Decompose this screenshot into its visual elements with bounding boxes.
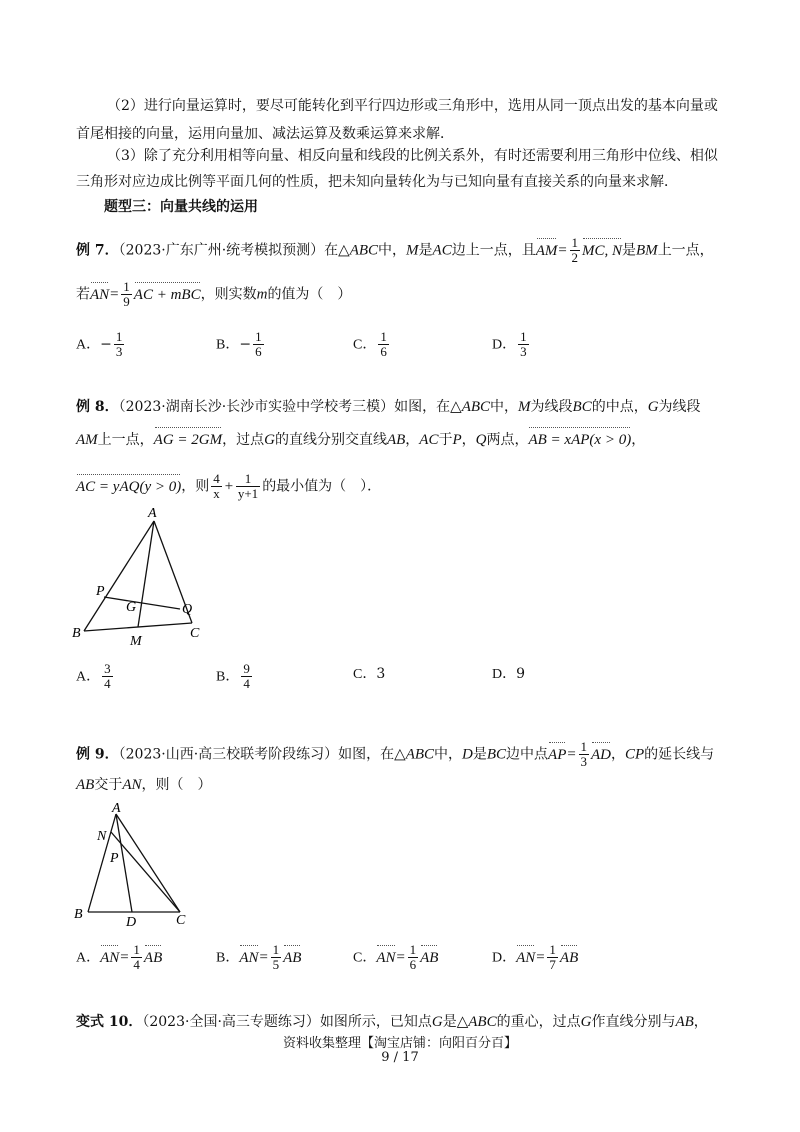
label-g: G <box>126 600 137 615</box>
option-letter: A． <box>76 669 101 685</box>
frac-den: 6 <box>409 957 417 972</box>
ex7-vector: AM <box>535 242 558 259</box>
ex7-math: BM <box>636 242 658 259</box>
page-number: 9 / 17 <box>381 1050 419 1065</box>
label-m: M <box>130 634 142 649</box>
ex7-math: m <box>256 286 268 303</box>
label-d: D <box>126 915 137 930</box>
ex8-text: 的最小值为（ ）． <box>262 478 382 495</box>
ex7-text: 上一点， <box>657 242 714 259</box>
frac-den: 4 <box>104 676 111 691</box>
ex7-math: M <box>406 242 419 259</box>
option-letter: C． <box>353 337 377 353</box>
option-letter: D． <box>492 667 517 682</box>
label-a: A <box>112 801 121 816</box>
ex8-vector: AC = yAQ(y > 0) <box>76 478 182 495</box>
ex7-triangle: △ABC <box>338 242 379 259</box>
label-p: P <box>96 584 105 599</box>
paragraph-3-line-1: （3）除了充分利用相等向量、相反向量和线段的比例关系外，有时还需要利用三角形中位线、相似 <box>107 148 718 164</box>
frac-den: 4 <box>133 957 140 972</box>
ex8-text: 两点， <box>486 432 529 448</box>
paragraph-3-line-2: 三角形对应边成比例等平面几何的性质，把未知向量转化为与已知向量有直接关系的向量来求解． <box>76 174 678 190</box>
ex8-option-b[interactable] <box>216 662 254 691</box>
option-letter: B． <box>216 950 240 966</box>
ex9-text: 的延长线与 <box>644 746 715 763</box>
option-vector: AN <box>100 949 120 966</box>
var10-line-1 <box>76 1012 708 1032</box>
ex8-math: M <box>518 399 531 415</box>
frac-num: 1 <box>123 279 130 294</box>
ex9-text: 是 <box>472 746 487 763</box>
ex7-option-a[interactable] <box>76 330 126 359</box>
paragraph-2-line-1: （2）进行向量运算时，要尽可能转化到平行四边形或三角形中，选用从同一顶点出发的基本向量或 <box>107 98 718 114</box>
ex8-line-1 <box>76 397 701 417</box>
ex7-option-b[interactable] <box>216 330 266 359</box>
ex8-fraction-2 <box>236 472 260 501</box>
var10-math: AB <box>675 1014 694 1030</box>
ex9-option-d[interactable] <box>492 943 578 972</box>
ex9-triangle: △ABC <box>394 746 435 763</box>
ex7-math: AC <box>432 242 452 259</box>
frac-den: 3 <box>520 344 527 359</box>
option-vector: AN <box>516 949 536 966</box>
ex9-line-2 <box>76 775 212 795</box>
option-equals: = <box>258 949 269 966</box>
option-letter: B． <box>216 337 240 353</box>
ex9-source: （2023·山西·高三校联考阶段练习）如图，在 <box>118 746 395 763</box>
frac-den: 6 <box>255 344 262 359</box>
option-fraction <box>408 943 419 972</box>
ex7-line-2 <box>76 280 351 309</box>
ex9-text: ，则（ ） <box>141 777 212 793</box>
var10-source: （2023·全国·高三专题练习）如图所示，已知点 <box>142 1014 432 1030</box>
ex8-option-c[interactable] <box>353 664 385 685</box>
option-letter: D． <box>492 337 517 353</box>
option-vector: AB <box>283 949 302 966</box>
ex7-vector: AN <box>90 286 110 303</box>
ex8-vector: AB = xAP(x > 0) <box>528 432 632 448</box>
label-a: A <box>148 506 157 521</box>
frac-num: 1 <box>520 329 527 344</box>
ex7-equals: = <box>109 286 120 303</box>
ex9-line-1 <box>76 740 714 769</box>
ex8-line-3 <box>76 472 381 501</box>
paragraph-2-line-2: 首尾相接的向量，运用向量加、减法运算及数乘运算来求解． <box>76 126 454 142</box>
option-vector: AB <box>420 949 439 966</box>
ex9-text: 交于 <box>94 777 123 793</box>
ex7-vector: AC + mBC <box>133 286 201 303</box>
option-fraction <box>131 943 142 972</box>
ex8-math: G <box>647 399 659 415</box>
label-c: C <box>190 626 200 641</box>
ex8-text: 中， <box>490 399 519 415</box>
ex8-math: Q <box>475 432 487 448</box>
ex8-option-a[interactable] <box>76 662 115 691</box>
option-fraction <box>547 943 558 972</box>
ex9-figure <box>70 800 200 930</box>
option-fraction <box>378 330 389 359</box>
label-p: P <box>110 851 119 866</box>
var10-text: ， <box>693 1014 708 1030</box>
ex9-label: 例 9． <box>76 746 119 763</box>
ex9-option-c[interactable] <box>353 943 438 972</box>
ex9-math: AB <box>76 777 95 793</box>
var10-text: 作直线分别与 <box>591 1014 676 1030</box>
frac-num: 1 <box>409 942 417 957</box>
ex8-math: AB <box>386 432 406 448</box>
ex8-math: G <box>264 432 275 448</box>
ex7-label: 例 7． <box>76 242 119 259</box>
ex7-equals: = <box>557 242 568 259</box>
option-letter: D． <box>492 950 517 966</box>
ex8-line-2 <box>76 430 645 450</box>
frac-den: 2 <box>571 250 578 265</box>
ex8-plus: + <box>223 478 234 495</box>
frac-num: 1 <box>580 739 587 754</box>
option-value: 3 <box>376 666 386 682</box>
frac-den: y+1 <box>237 486 259 501</box>
ex8-triangle: △ABC <box>450 399 491 415</box>
option-letter: C． <box>353 667 377 682</box>
ex9-math: D <box>462 746 473 763</box>
var10-label: 变式 10． <box>76 1014 143 1030</box>
ex8-text: 的直线分别交直线 <box>274 432 387 448</box>
frac-num: 1 <box>272 942 280 957</box>
option-vector: AN <box>239 949 259 966</box>
line-cn <box>111 832 180 912</box>
ex7-option-c[interactable] <box>353 330 391 359</box>
ex7-vector: MC, N <box>582 242 623 259</box>
option-equals: = <box>119 949 130 966</box>
frac-den: 9 <box>123 294 130 309</box>
edge-ac <box>116 814 180 912</box>
ex7-text: 是 <box>418 242 433 259</box>
ex8-vector: AG = 2GM <box>153 432 223 448</box>
ex8-text: 为线段 <box>658 399 701 415</box>
ex8-text: 为线段 <box>530 399 573 415</box>
ex8-figure <box>70 505 210 650</box>
frac-den: 3 <box>580 754 587 769</box>
frac-num: 3 <box>104 661 111 676</box>
option-sign: − <box>239 336 252 353</box>
option-vector: AN <box>376 949 396 966</box>
ex9-text: ， <box>611 746 625 763</box>
option-sign: − <box>100 336 112 353</box>
label-b: B <box>74 907 83 922</box>
ex7-text: 的值为（ ） <box>267 286 352 303</box>
ex7-option-d[interactable] <box>492 330 531 359</box>
frac-num: 1 <box>133 942 140 957</box>
option-fraction <box>253 330 264 359</box>
section-title: 题型三：向量共线的运用 <box>104 199 258 215</box>
frac-num: 1 <box>571 235 578 250</box>
frac-num: 1 <box>255 329 262 344</box>
option-equals: = <box>395 949 406 966</box>
ex7-text: 边上一点，且 <box>451 242 536 259</box>
ex9-math: CP <box>625 746 645 763</box>
ex8-text: ， <box>631 432 646 448</box>
option-letter: A． <box>76 950 101 966</box>
ex9-vector: AP <box>548 746 567 763</box>
option-fraction <box>102 662 113 691</box>
ex8-option-d[interactable] <box>492 664 525 685</box>
ex7-text: ，则实数 <box>200 286 257 303</box>
ex7-text: 是 <box>622 242 637 259</box>
label-q: Q <box>182 602 193 617</box>
label-c: C <box>176 913 186 928</box>
ex8-math: BC <box>572 399 592 415</box>
ex8-text: ， <box>461 432 476 448</box>
ex9-text: 边中点 <box>506 746 549 763</box>
ex9-math: BC <box>486 746 507 763</box>
footer-shop-text: 资料收集整理【淘宝店铺：向阳百分百】 <box>282 1036 517 1051</box>
ex8-text: ， <box>405 432 420 448</box>
ex9-vector: AD <box>591 746 611 763</box>
label-n: N <box>97 829 107 844</box>
frac-den: 5 <box>272 957 280 972</box>
ex8-text: ，过点 <box>222 432 265 448</box>
ex7-source: （2023·广东广州·统考模拟预测）在 <box>118 242 339 259</box>
ex8-text: 于 <box>438 432 453 448</box>
var10-math: G <box>431 1014 443 1030</box>
option-fraction <box>241 662 252 691</box>
ex8-label: 例 8． <box>76 399 119 415</box>
ex8-source: （2023·湖南长沙·长沙市实验中学校考三模）如图，在 <box>118 399 451 415</box>
frac-num: 1 <box>380 329 387 344</box>
frac-den: 3 <box>115 344 123 359</box>
option-letter: B． <box>216 669 240 685</box>
ex7-line-1 <box>76 236 714 265</box>
option-fraction <box>271 943 282 972</box>
ex7-fraction-ninth <box>121 280 132 309</box>
option-vector: AB <box>143 949 163 966</box>
option-letter: C． <box>353 950 377 966</box>
ex8-math: P <box>452 432 462 448</box>
var10-text: 是 <box>442 1014 457 1030</box>
frac-den: 7 <box>549 957 556 972</box>
frac-num: 9 <box>243 661 250 676</box>
frac-den: x <box>213 486 220 501</box>
option-vector: AB <box>559 949 579 966</box>
frac-num: 4 <box>213 471 220 486</box>
ex8-fraction-1 <box>211 472 222 501</box>
option-fraction <box>114 330 125 359</box>
ex9-fraction <box>579 740 590 769</box>
var10-triangle: △ABC <box>456 1014 497 1030</box>
label-b: B <box>72 626 81 641</box>
ex9-text: 中， <box>434 746 463 763</box>
ex9-equals: = <box>566 746 577 763</box>
option-value: 9 <box>516 666 526 682</box>
ex8-text: 的中点， <box>591 399 648 415</box>
option-equals: = <box>535 949 546 966</box>
ex7-text: 若 <box>76 286 90 303</box>
frac-num: 1 <box>115 329 123 344</box>
ex9-option-b[interactable] <box>216 943 301 972</box>
ex9-option-a[interactable] <box>76 943 162 972</box>
frac-num: 1 <box>236 472 260 487</box>
ex7-text: 中， <box>378 242 407 259</box>
frac-num: 1 <box>549 942 556 957</box>
frac-den: 4 <box>243 676 250 691</box>
frac-den: 6 <box>380 344 387 359</box>
ex7-fraction-half <box>570 236 581 265</box>
ex8-text: ，则 <box>181 478 210 495</box>
option-letter: A． <box>76 337 101 353</box>
option-fraction <box>518 330 529 359</box>
ex9-math: AN <box>122 777 142 793</box>
ex8-text: 上一点， <box>97 432 154 448</box>
ex8-math: AC <box>419 432 439 448</box>
var10-math: G <box>580 1014 592 1030</box>
var10-text: 的重心，过点 <box>496 1014 581 1030</box>
median-am <box>138 521 154 627</box>
edge-ab <box>84 521 154 631</box>
ex8-math: AM <box>76 432 98 448</box>
